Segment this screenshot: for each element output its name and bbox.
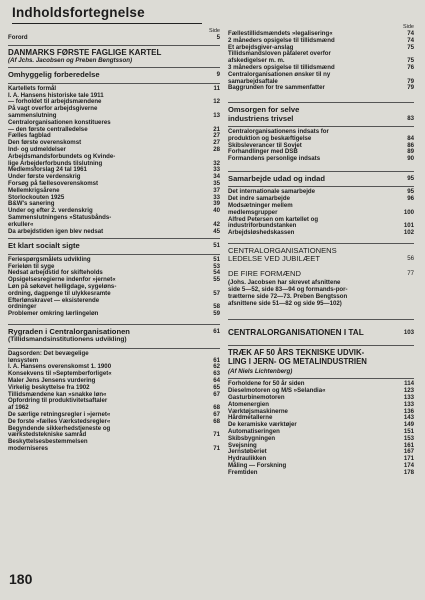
toc-entry [228,230,414,237]
entry-label: 2 måneders opsigelse til tillidsmænd [228,36,335,44]
toc-entry [8,229,220,236]
entry-page: 27 [213,132,220,140]
entry-list [228,280,414,307]
entry-list [228,381,414,476]
subsection-page: 51 [213,242,220,250]
entry-page: 123 [403,387,414,395]
entry-label: moderniseres [8,444,48,452]
entry-page: 27 [213,139,220,147]
entry-page: 35 [213,179,220,187]
entry-label: Maler Jens Jensens vurdering [8,376,96,384]
section-heading-text: LING I JERN- OG METALINDUSTRIEN [228,356,367,366]
entry-page: 5 [216,34,220,41]
entry-label: De keramiske værktøjer [228,421,297,429]
page-number: 180 [9,571,33,587]
left-column [8,28,220,453]
subsection-page: 56 [407,255,414,263]
entry-label: Dagsorden: Det bevægelige [8,349,89,357]
entry-label: lige Arbejderforbunds tilslutning [8,159,103,167]
divider [228,345,414,346]
subsection-page: 61 [213,327,220,335]
entry-label: Feriespørgsmålets udvikling [8,255,91,263]
subsection-page: 83 [407,114,414,122]
entry-page: 65 [213,383,220,391]
entry-page: 54 [213,269,220,277]
entry-page: 37 [213,186,220,194]
entry-label: Opfordring til produktivitetsaftaler [8,397,108,405]
entry-label: side 5—52, side 83—94 og formands-por- [228,285,348,293]
entry-label: Opsigelsesregierne indenfor »jernet« [8,276,116,284]
entry-label: Automatiseringen [228,427,280,435]
entry-label: Kartellets formål [8,84,57,92]
entry-page: 84 [407,134,414,142]
entry-label: På vagt overfor arbejdsgiverne [8,105,98,113]
entry-label: I. A. Hansens overenskomst 1. 1900 [8,363,112,371]
entry-page: 57 [213,289,220,297]
entry-page: 79 [407,84,414,92]
side-label: Side [208,28,220,34]
entry-page: 13 [213,112,220,119]
toc-entry [8,215,220,222]
entry-page: 61 [213,356,220,364]
entry-label: Centralorganisationens indsats for [228,127,329,135]
entry-label: ordninger [8,303,37,311]
entry-label: I. A. Hansens historiske tale 1911 [8,91,104,99]
entry-label: Forholdene for 50 år siden [228,380,305,388]
entry-label: Modsætninger mellem [228,201,293,209]
entry-label: Forsøg på fællesoverenskomst [8,179,99,187]
toc-entry [8,351,220,358]
entry-page: 71 [213,444,220,452]
entry-label: Skibsleverancer til Sovjet [228,141,302,149]
divider [8,83,220,84]
entry-list [8,257,220,318]
entry-page: 89 [407,148,414,156]
toc-entry [8,298,220,305]
entry-label: Konsekvens til »Septemberforliget« [8,370,112,378]
entry-label: Skibsbygningen [228,434,276,442]
entry-page: 53 [213,262,220,270]
entry-label: Ind- og udmeldelser [8,145,66,153]
entry-label: afsnittene side 51—82 og side 95—102) [228,299,342,307]
entry-label: Fællestillidsmændets »legalisering« [228,30,333,37]
entry-label: — forholdet til arbejdsmændene [8,98,102,106]
entry-page: 21 [213,125,220,133]
divider [8,238,220,239]
entry-page: 67 [213,390,220,398]
entry-page: 136 [403,407,414,415]
section-author: (Af Niels Lichtenberg) [228,368,293,376]
entry-page: 174 [403,461,414,469]
divider [8,254,220,255]
subsection-heading-text: CENTRALORGANISATIONENS [228,245,337,255]
entry-page: 40 [213,207,220,215]
entry-list [228,189,414,237]
entry-page: 114 [404,380,414,388]
entry-label: Det indre samarbejde [228,195,290,203]
divider [8,67,220,68]
entry-label: Jernstøberiet [228,448,267,456]
entry-label: Dieselmotoren og M/S »Selandia« [228,387,326,395]
entry-page: 133 [403,393,414,401]
entry-list [228,31,414,92]
divider [228,102,414,103]
section-heading-text: CENTRALORGANISATIONEN I TAL [228,328,364,338]
entry-page: 133 [403,400,414,408]
entry-label: medlemsgrupper [228,208,278,216]
entry-label: Det internationale samarbejde [228,188,316,196]
divider [8,45,220,46]
entry-page: 68 [213,404,220,412]
entry-page: 51 [213,255,220,263]
entry-label: Under første verdenskrig [8,173,81,181]
entry-page: 153 [403,434,414,442]
entry-page: 33 [213,193,220,201]
toc-entry [8,446,220,453]
side-label: Side [402,24,414,30]
entry-page: 101 [403,222,414,230]
entry-page: 32 [213,159,220,167]
subsection-heading [8,71,220,79]
toc-entry [8,311,220,318]
entry-label: Tillidsmandsloven påtaleret overfor [228,50,331,58]
entry-page: 11 [213,84,220,92]
entry-label: Begyndende sikkerhedstjeneste og [8,424,111,432]
entry-label: lønsystem [8,356,39,364]
entry-page: 151 [403,427,414,435]
subsection-page: 95 [407,174,414,182]
entry-page: 102 [403,229,414,237]
entry-page: 34 [213,173,220,181]
section-heading-text: TRÆK AF 50 ÅRS TEKNISKE UDVIK- [228,348,365,358]
entry-page: 74 [407,30,414,37]
subsection-heading [228,270,414,278]
entry-label: Atomenergien [228,400,269,408]
entry-label: Svejsning [228,441,257,449]
entry-label: Medlemsforslag 24 tal 1961 [8,166,87,174]
entry-page: 178 [403,468,414,476]
divider [228,319,414,320]
subsection-heading-text: industriens trivsel [228,113,294,123]
entry-page: 39 [213,200,220,208]
entry-label: Da arbejdstiden igen blev nedsat [8,227,104,235]
entry-page: 86 [407,141,414,149]
toc-entry [8,398,220,405]
entry-page: 74 [407,36,414,44]
divider [228,243,414,244]
subsection-heading-text: DE FIRE FORMÆND [228,268,301,278]
section-heading [8,49,220,57]
divider [228,186,414,187]
entry-label: Virkelig beskyttelse fra 1902 [8,383,90,391]
entry-label: Den første overenskomst [8,139,82,147]
entry-label: Hårdmetallerne [228,414,273,422]
entry-list [8,351,220,453]
entry-page: 161 [403,441,414,449]
entry-page: 71 [213,431,220,439]
subsection-heading-text: LEDELSE VED JUBILÆET [228,254,321,264]
entry-page: 28 [213,145,220,153]
entry-page: 143 [403,414,414,422]
right-column [228,24,414,477]
entry-page: 42 [213,220,220,228]
entry-label: Baggrunden for tre sammenfatter [228,84,325,92]
entry-label: Fælles fagblad [8,132,51,140]
entry-label: samarbejdsaftale [228,77,278,85]
entry-label: De særlige retningsregler i »jernet« [8,410,111,418]
entry-label: erkuller« [8,220,34,228]
entry-page: 33 [213,166,220,174]
entry-label: afskedigelser m. m. [228,57,285,65]
entry-page: 90 [407,155,414,163]
entry-label: Beskyttelsesbestemmelsen [8,438,88,446]
entry-label: (Johs. Jacobsen har skrevet afsnittene [228,279,341,287]
entry-label: Ferieløn til syge [8,262,55,270]
entry-label: af 1962 [8,404,29,412]
entry-page: 95 [407,188,414,196]
entry-page: 45 [213,227,220,235]
entry-page: 96 [407,195,414,203]
subsection-page: 9 [216,71,220,79]
entry-label: industriforbundstanken [228,222,297,230]
subsection-heading-text: Omsorgen for selve [228,105,300,115]
entry-label: sammenslutning [8,112,57,119]
entry-list [8,86,220,236]
entry-label: Mellemkrigsårene [8,186,60,194]
entry-label: Efterlønskravet — eksisterende [8,296,100,304]
entry-page: 64 [213,376,220,384]
toc-entry [228,85,414,92]
entry-label: Sammenslutningens »Statusbånds- [8,213,112,221]
entry-label: Nedsat arbejdstid for skifteholds [8,269,103,277]
entry-page: 76 [407,63,414,71]
entry-label: Arbejdsmandsforbundets og Kvinde- [8,152,116,160]
subsection-heading-text: (Tillidsmandsinstitutionens udvikling) [8,336,127,344]
entry-label: ordning, dagpenge til ulykkesramte [8,289,111,297]
entry-page: 68 [213,417,220,425]
entry-label: Centralorganisationen ønsker til ny [228,70,331,78]
entry-label: Løn på søkøvet helligdage, sygeløns- [8,282,117,290]
entry-label: Gasturbinemotoren [228,393,285,401]
entry-page: 12 [213,98,220,106]
entry-page: 100 [403,208,414,216]
divider [8,348,220,349]
subsection-heading-text: Omhyggelig forberedelse [8,70,100,80]
section-heading-line2 [228,358,414,366]
entry-label: Hydraulikken [228,455,267,463]
entry-label: Forhandlinger med DSB [228,148,298,156]
entry-label: Forord [8,34,28,41]
divider [228,126,414,127]
entry-page: 63 [213,370,220,378]
toc-entry [228,156,414,163]
subsection-heading-line2 [228,115,414,123]
entry-label: Et arbejdsgiver-anslag [228,43,294,51]
entry-page: 149 [403,421,414,429]
entry-label: Under og efter 2. verdenskrig [8,207,93,215]
entry-label: Centralorganisationen konstitueres [8,118,111,126]
divider [8,324,220,325]
entry-page: 75 [407,43,414,51]
entry-page: 55 [213,276,220,284]
entry-label: — den første centralledelse [8,125,88,133]
entry-label: trætterne side 72—73. Preben Bengtsson [228,292,348,300]
subsection-page: 77 [407,269,414,277]
toc-entry-forord [8,35,220,42]
entry-label: Tillidsmændene kan »snakke løn« [8,390,107,398]
entry-label: Arbejdsløshedskassen [228,229,295,237]
section-authors: (Af Jchs. Jacobsen og Preben Bengtsson) [8,57,133,65]
section-heading-text: DANMARKS FØRSTE FAGLIGE KARTEL [8,47,162,57]
entry-page: 167 [403,448,414,456]
toc-entry [228,470,414,477]
subsection-heading [8,242,220,250]
subsection-heading-text: Et klart socialt sigte [8,241,80,251]
entry-page: 75 [407,57,414,65]
entry-label: Alfred Petersen om kartellet og [228,215,319,223]
entry-page: 59 [213,310,220,318]
entry-label: Måling — Forskning [228,461,287,469]
entry-label: Problemer omkring lærlingeløn [8,310,99,318]
entry-page: 171 [403,455,414,463]
section-heading [228,328,414,337]
entry-label: Værktøjsmaskinerne [228,407,288,415]
entry-label: produktion og beskæftigelse [228,134,312,142]
entry-label: Storlockouten 1925 [8,193,65,201]
section-page: 103 [403,329,414,337]
entry-label: De forste »fælles Værkstedsregler« [8,417,111,425]
subsection-heading-line2 [8,336,220,344]
subsection-heading-text: Samarbejde udad og indad [228,173,326,183]
toc-entry [228,301,414,308]
subsection-heading-line2 [228,255,414,263]
entry-list [228,129,414,163]
entry-page: 67 [213,410,220,418]
divider [228,171,414,172]
entry-page: 79 [407,77,414,85]
entry-label: Formandens personlige indsats [228,155,321,163]
subsection-heading [228,175,414,183]
subsection-heading [8,328,220,336]
entry-label: B&W's sanering [8,200,55,208]
entry-page: 62 [213,363,220,371]
subsection-heading-text: Rygraden i Centralorganisationen [8,326,130,336]
divider [228,378,414,379]
entry-label: Fremtiden [228,468,258,476]
entry-page: 58 [213,303,220,311]
entry-label: værkstedstekniske samråd [8,431,87,439]
page-title: Indholdsfortegnelse [12,5,202,24]
entry-label: 3 måneders opsigelse til tillidsmænd [228,63,335,71]
